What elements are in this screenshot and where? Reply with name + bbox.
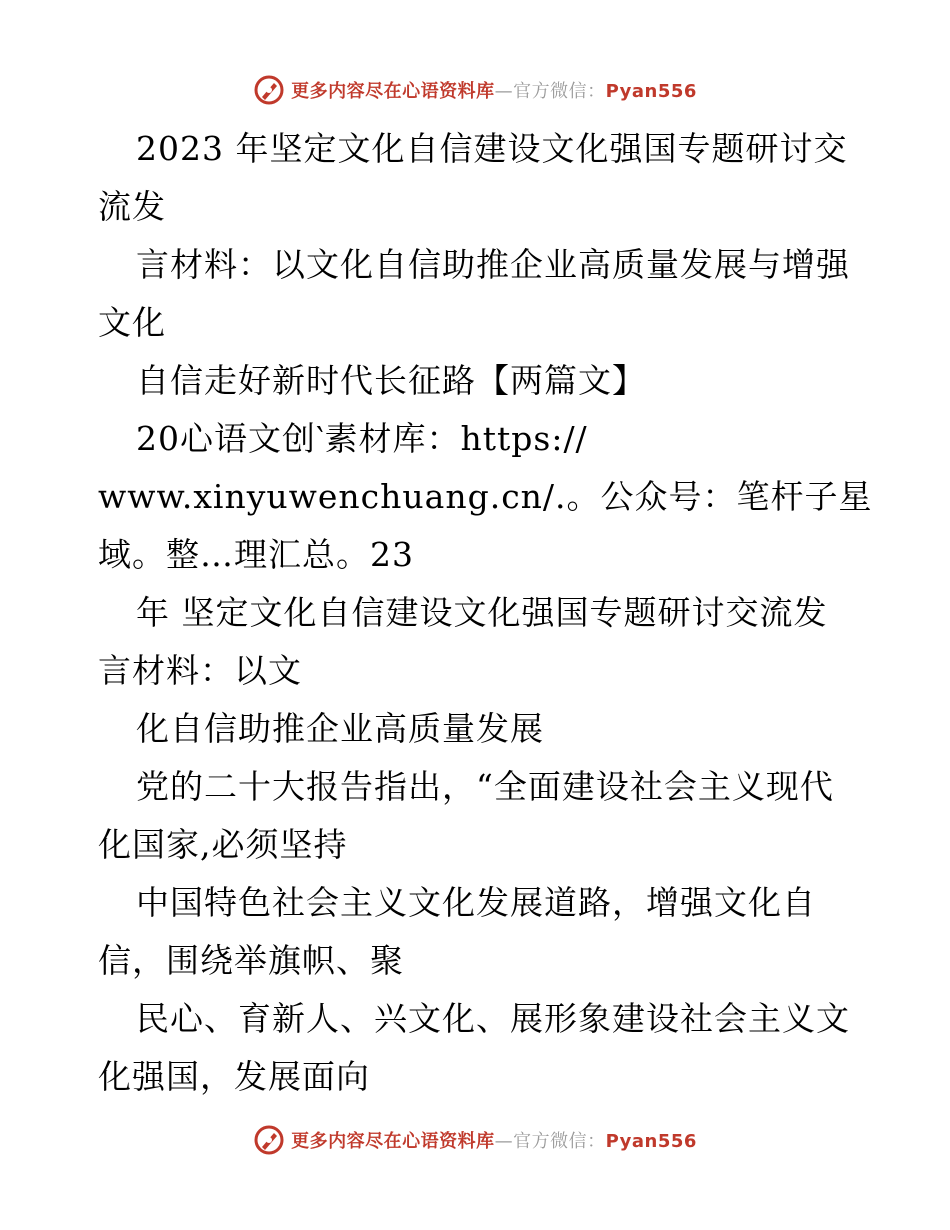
text-line: 文化 xyxy=(98,303,166,342)
text-line: 言材料：以文化自信助推企业高质量发展与增强 xyxy=(136,245,850,284)
text-line: 化国家,必须坚持 xyxy=(98,825,348,864)
text-line: www.xinyuwenchuang.cn/.。公众号：笔杆子星 xyxy=(98,477,873,516)
pen-seal-icon xyxy=(253,1124,285,1156)
text-line: 信，围绕举旗帜、聚 xyxy=(98,941,404,980)
text-line: 民心、育新人、兴文化、展形象建设社会主义文 xyxy=(136,999,850,1038)
watermark-text: 更多内容尽在心语资料库—官方微信：Pyan556 xyxy=(291,1131,697,1152)
text-line: 党的二十大报告指出，“全面建设社会主义现代 xyxy=(136,767,834,806)
text-line: 年 坚定文化自信建设文化强国专题研讨交流发 xyxy=(136,593,828,632)
footer-watermark xyxy=(0,1120,950,1160)
text-line: 20心语文创‵素材库：https:// xyxy=(136,419,588,458)
text-line: 流发 xyxy=(98,187,166,226)
text-line: 2023 年坚定文化自信建设文化强国专题研讨交 xyxy=(136,129,848,168)
document-body xyxy=(98,124,873,1110)
text-line: 言材料：以文 xyxy=(98,651,302,690)
text-line: 化强国，发展面向 xyxy=(98,1057,370,1096)
text-line: 中国特色社会主义文化发展道路，增强文化自 xyxy=(136,883,816,922)
text-line: 域。整…理汇总。23 xyxy=(98,535,414,574)
watermark-text: 更多内容尽在心语资料库—官方微信：Pyan556 xyxy=(291,81,697,102)
pen-seal-icon xyxy=(253,74,285,106)
text-line: 化自信助推企业高质量发展 xyxy=(136,709,544,748)
text-line: 自信走好新时代长征路【两篇文】 xyxy=(136,361,646,400)
header-watermark xyxy=(0,70,950,110)
